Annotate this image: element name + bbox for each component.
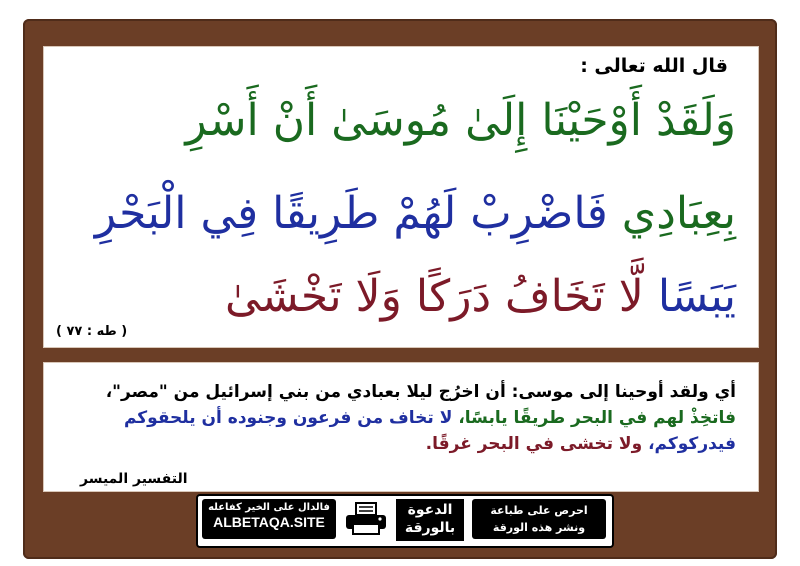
verse-line-3-red: لَّا تَخَافُ دَرَكًا وَلَا تَخْشَىٰ — [224, 271, 644, 322]
verse-reference: ( طه : ٧٧ ) — [56, 324, 128, 339]
tafsir-line-2-part-1: فاتخِذْ لهم في البحر طريقًا يابسًا، — [458, 408, 736, 428]
verse-line-3-blue: يَبَسًا — [657, 271, 736, 322]
verse-line-1: وَلَقَدْ أَوْحَيْنَا إِلَىٰ مُوسَىٰ أَنْ أَسْرِ — [185, 95, 736, 146]
tafsir-line-3 — [64, 431, 736, 457]
slogan-box — [472, 499, 606, 539]
verse-panel — [43, 46, 759, 348]
tafsir-line-3-part-1: فيدركوكم، — [648, 434, 736, 454]
tafsir-panel — [43, 362, 759, 492]
site-box[interactable] — [202, 499, 336, 539]
verse-line-2 — [94, 188, 736, 239]
slogan-line-2: ونشر هذه الورقة — [492, 521, 586, 534]
tafsir-line-1: أي ولقد أوحينا إلى موسى: أن اخرُج ليلا بعبادي من بني إسرائيل من "مصر"، — [105, 382, 736, 402]
site-url[interactable]: ALBETAQA.SITE — [213, 514, 325, 530]
tafsir-text — [64, 379, 736, 457]
footer-banner — [196, 494, 614, 548]
tafsir-source: التفسير الميسر — [80, 471, 188, 487]
tafsir-line-2 — [64, 405, 736, 431]
tafsir-line-3-part-2: ولا تخشى في البحر غرقًا. — [425, 434, 643, 454]
brand-logo — [396, 499, 464, 541]
slogan-line-1: احرص على طباعة — [490, 504, 588, 517]
printer-icon — [344, 502, 388, 536]
brand-line-2: بالورقة — [404, 520, 456, 536]
brand-line-1: الدعوة — [407, 502, 453, 518]
verse-line-2-blue: فَاضْرِبْ لَهُمْ طَرِيقًا فِي الْبَحْرِ — [94, 188, 608, 239]
verse-intro: قال الله تعالى : — [580, 55, 728, 77]
verse-line-3 — [224, 271, 736, 322]
site-tag: فالدال على الخير كفاعله — [208, 502, 330, 513]
verse-line-2-green: بِعِبَادِي — [621, 188, 736, 239]
tafsir-line-2-part-2: لا تخاف من فرعون وجنوده أن يلحقوكم — [123, 408, 453, 428]
